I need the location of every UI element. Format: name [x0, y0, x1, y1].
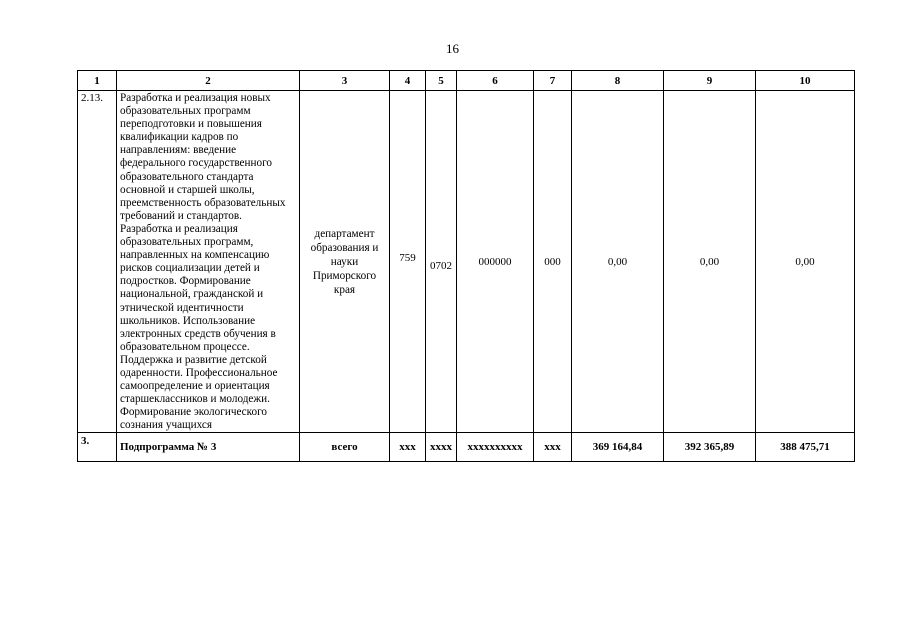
expense-type-cell: ххх	[534, 433, 572, 462]
section-cell: хххх	[426, 433, 457, 462]
header-cell-6: 6	[457, 71, 534, 91]
table-row-total	[78, 433, 855, 462]
target-code-cell: 000000	[457, 91, 534, 433]
grbs-cell: ххх	[390, 433, 426, 462]
budget-table	[77, 70, 855, 462]
year1-amount: 0,00	[572, 91, 664, 433]
executor-cell: всего	[300, 433, 390, 462]
header-cell-3: 3	[300, 71, 390, 91]
subprogram-title: Подпрограмма № 3	[117, 433, 300, 462]
target-code-cell: хххххххххх	[457, 433, 534, 462]
activity-description: Разработка и реализация новых образовательных программ переподготовки и повышения квалификации кадров по направлениям: введение федерального государственного образовательного стандарта основной и старшей школы, преемственность образовательных требований и стандартов. Разработка и реализация образовательных программ, направленных на компенсацию рисков социализации детей и подростков. Формирование национальной, гражданской и этнической идентичности школьников. Использование электронных средств обучения в образовательном процессе. Поддержка и развитие детской одаренности. Профессиональное самоопределение и ориентация старшеклассников и молодежи. Формирование экологического сознания учащихся	[117, 91, 300, 433]
table-row	[78, 91, 855, 433]
header-cell-8: 8	[572, 71, 664, 91]
expense-type-cell: 000	[534, 91, 572, 433]
year1-amount: 369 164,84	[572, 433, 664, 462]
grbs-cell	[390, 91, 426, 433]
header-cell-2: 2	[117, 71, 300, 91]
header-row	[78, 71, 855, 91]
header-cell-4: 4	[390, 71, 426, 91]
year2-amount: 392 365,89	[664, 433, 756, 462]
year3-amount: 388 475,71	[756, 433, 855, 462]
year2-amount: 0,00	[664, 91, 756, 433]
page-number: 16	[446, 41, 459, 56]
grbs-code: 759	[399, 251, 416, 264]
row-number: 3.	[78, 433, 117, 462]
section-code: 0702	[430, 259, 452, 272]
executor-cell: департамент образования и науки Приморского края	[300, 91, 390, 433]
row-number: 2.13.	[78, 91, 117, 433]
section-cell	[426, 91, 457, 433]
header-cell-5: 5	[426, 71, 457, 91]
header-cell-1: 1	[78, 71, 117, 91]
header-cell-7: 7	[534, 71, 572, 91]
header-cell-9: 9	[664, 71, 756, 91]
year3-amount: 0,00	[756, 91, 855, 433]
header-cell-10: 10	[756, 71, 855, 91]
